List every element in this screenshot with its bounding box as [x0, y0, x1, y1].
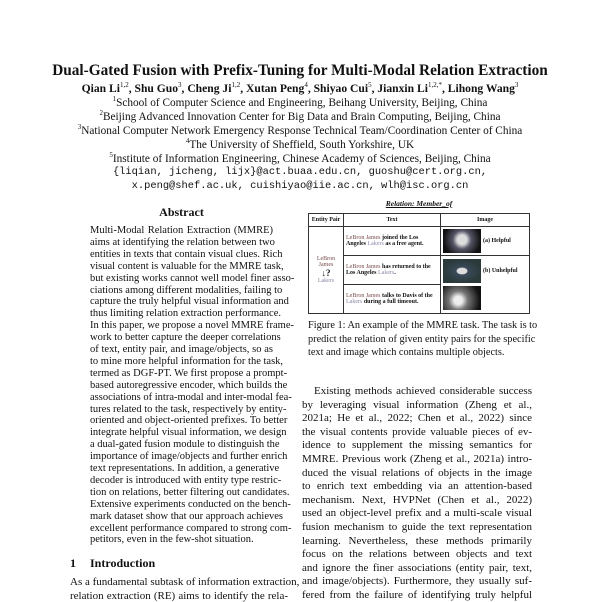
figure-relation-label: Relation: Member_of — [385, 199, 453, 208]
abstract-heading: Abstract — [159, 205, 204, 219]
section-heading — [70, 556, 169, 571]
text-line: tion on relations, better filtering out candidates. — [90, 486, 290, 498]
affiliation-marker: 1 — [112, 95, 117, 103]
author-affiliation-marker: 3 — [178, 81, 182, 89]
text-line: the visual contents provide valuable pieces of ev- — [302, 425, 532, 438]
text-line: idence to supplement the missing semantics for — [302, 439, 532, 452]
text-cell: LeBron James joined the Los Angeles Lakers as a free agent. — [344, 227, 441, 256]
text-line: entities in texts that contain visual clues. Rich — [90, 248, 283, 260]
text-line: associations of intra-modal and inter-modal fea- — [90, 391, 292, 403]
text-line: fered from the failure of identifying truly helpful — [302, 589, 532, 601]
text-line: mark dataset show that our approach achieves — [90, 510, 284, 522]
affiliation-text: Beijing Advanced Innovation Center for Big Data and Brain Computing, Beijing, China — [102, 110, 501, 123]
text-line: work to better capture the deeper correlations — [90, 332, 281, 344]
author-name: Shu Guo — [134, 81, 179, 95]
text-line: integrate helpful visual information, we design — [90, 427, 287, 439]
image-cell — [441, 227, 530, 256]
text-line: text and image which contains multiple objects. — [308, 347, 505, 358]
text-line: relation extraction (RE) aims to identify the rela- — [70, 590, 288, 602]
header-text: Text — [344, 214, 441, 227]
author-affiliation-marker: 3 — [514, 81, 519, 89]
text-line: used an object-level prefix and a multi-scale visual — [302, 507, 532, 520]
text-line: of text, entity pair, and image/objects, so as — [90, 344, 273, 355]
text-line: Multi-Modal Relation Extraction (MMRE) — [90, 225, 273, 236]
text-line: Extensive experiments conducted on the bench- — [90, 498, 291, 510]
header-entity-pair: Entity Pair — [309, 214, 344, 227]
image-thumbnail — [443, 259, 481, 283]
image-thumbnail — [443, 229, 481, 253]
label-helpful: (a) Helpful — [483, 238, 511, 244]
text-line: fusion mechanism to guide the text representation — [302, 521, 532, 533]
text-line: tures related to the task, respectively by entity- — [90, 403, 287, 415]
text-line: duced the visual relations of objects in the image — [302, 466, 532, 479]
text-line: to mine more helpful information for the task, — [90, 355, 284, 367]
figure-table — [308, 213, 530, 314]
affiliation-marker: 3 — [77, 123, 82, 131]
author-name: Jianxin Li — [377, 81, 428, 95]
author-name: Lihong Wang — [447, 81, 515, 95]
label-unhelpful: (b) Unhelpful — [483, 268, 518, 274]
email-line: {liqian, jicheng, lijx}@act.buaa.edu.cn, guoshu@cert.org.cn, — [112, 166, 488, 178]
author-name: Cheng Ji — [187, 81, 232, 95]
author-affiliation-marker: 4 — [304, 81, 308, 89]
text-line: visual content is valuable for the MMRE task, — [90, 260, 284, 272]
affiliation-line — [0, 123, 600, 137]
author-affiliation-marker: 5 — [368, 81, 372, 89]
text-line: learning. Nevertheless, these methods primarily — [302, 534, 532, 547]
affiliation-text: Institute of Information Engineering, Chinese Academy of Sciences, Beijing, China — [112, 152, 491, 165]
text-line: In this paper, we propose a novel MMRE frame- — [90, 320, 294, 332]
affiliation-marker: 2 — [99, 109, 103, 117]
text-line: predict the relation of given entity pairs for the specific — [308, 333, 536, 345]
text-line: termed as DGF-PT. We first propose a prompt- — [90, 367, 288, 379]
text-line: based autoregressive encoder, which builds the — [90, 379, 288, 391]
entity-pair-cell — [309, 227, 344, 314]
text-line: excellent performance compared to strong com- — [90, 522, 292, 534]
text-cell: LeBron James talks to Davis of the Lakers during a full timeout. — [344, 285, 441, 314]
author-affiliation-marker: 1,2 — [119, 81, 129, 89]
text-line: decoder is introduced with entity type restric- — [90, 474, 282, 486]
section-number: 1 — [70, 556, 76, 570]
text-line: oriented and object-oriented prefixes. To better — [90, 415, 288, 427]
affiliation-line — [0, 137, 600, 151]
text-line: ciations among different modalities, failing to — [90, 284, 283, 296]
text-line: by leveraging visual information (Zheng et al., — [302, 398, 532, 411]
text-line: 2021a; He et al., 2022; Chen et al., 2022) since — [302, 412, 532, 425]
affiliation-line — [0, 151, 600, 165]
text-line: thus limiting relation extraction performance. — [90, 308, 281, 320]
affiliation-text: National Computer Network Emergency Response Technical Team/Coordination Center of China — [81, 124, 523, 137]
email-line: x.peng@shef.ac.uk, cuishiyao@iie.ac.cn, wlh@isc.org.cn — [131, 180, 469, 192]
affiliation-marker: 4 — [185, 137, 190, 145]
text-line: text representations. In addition, a generative — [90, 463, 280, 474]
affiliation-line — [0, 109, 600, 123]
text-line: As a fundamental subtask of information extraction, — [70, 576, 300, 588]
image-thumbnail — [443, 286, 481, 310]
text-line: Figure 1: An example of the MMRE task. The task is to — [308, 320, 538, 331]
text-line: capture the truly helpful visual information and — [90, 296, 289, 308]
image-cell — [441, 256, 530, 314]
affiliation-text: School of Computer Science and Engineering, Beihang University, Beijing, China — [116, 96, 488, 109]
tail-entity: Lakers — [317, 278, 335, 284]
text-line: a dual-gated fusion module to distinguish the — [90, 439, 280, 451]
text-line: importance of image/objects and further enrich — [90, 451, 288, 463]
author-list: Qian Li$^{1,2}$, Shu Guo$^3$, Cheng Ji$^{1,2}$, Xutan Peng$^4$, Shiyao Cui$^5$, Jianxin $Li^{1,2,*}$, Lihong Wang$^3$ — [81, 81, 519, 95]
author-name: Xutan Peng — [246, 81, 305, 95]
author-affiliation-marker: 1,2 — [231, 81, 241, 89]
header-image: Image — [441, 214, 530, 227]
relation-arrow-icon: ↓? — [321, 268, 331, 278]
section-title: Introduction — [90, 556, 156, 570]
text-line: focus on the relations between objects and text — [302, 548, 532, 561]
text-line: and ignore the finer associations (entity pair, text, — [302, 561, 532, 574]
text-line: to enrich text embedding via an attention-based — [302, 480, 532, 493]
text-line: aims at identifying the relation between two — [90, 236, 275, 248]
text-line: MMRE. Previous work (Zheng et al., 2021a) intro- — [302, 453, 532, 465]
text-line: Existing methods achieved considerable success — [314, 385, 532, 397]
author-name: Shiyao Cui — [313, 81, 369, 95]
affiliation-marker: 5 — [109, 151, 113, 159]
affiliation-text: The University of Sheffield, South Yorkshire, UK — [189, 138, 415, 151]
author-name: Qian Li — [81, 81, 120, 95]
paper-title: Dual-Gated Fusion with Prefix-Tuning for Multi-Modal Relation Extraction — [52, 62, 548, 79]
affiliation-line — [0, 95, 600, 109]
text-line: petitors, even in the few-shot situation. — [90, 534, 254, 546]
text-line: but existing works cannot well model finer asso- — [90, 272, 295, 284]
author-affiliation-marker: 1,2,* — [427, 81, 442, 89]
text-line: mechanism. Next, HVPNet (Chen et al., 2022) — [302, 493, 532, 506]
head-entity: LeBron James — [316, 256, 336, 268]
text-cell: LeBron James has returned to the Los Angeles Lakers. — [344, 256, 441, 285]
text-line: and image/objects). Furthermore, they usually suf- — [302, 575, 532, 588]
